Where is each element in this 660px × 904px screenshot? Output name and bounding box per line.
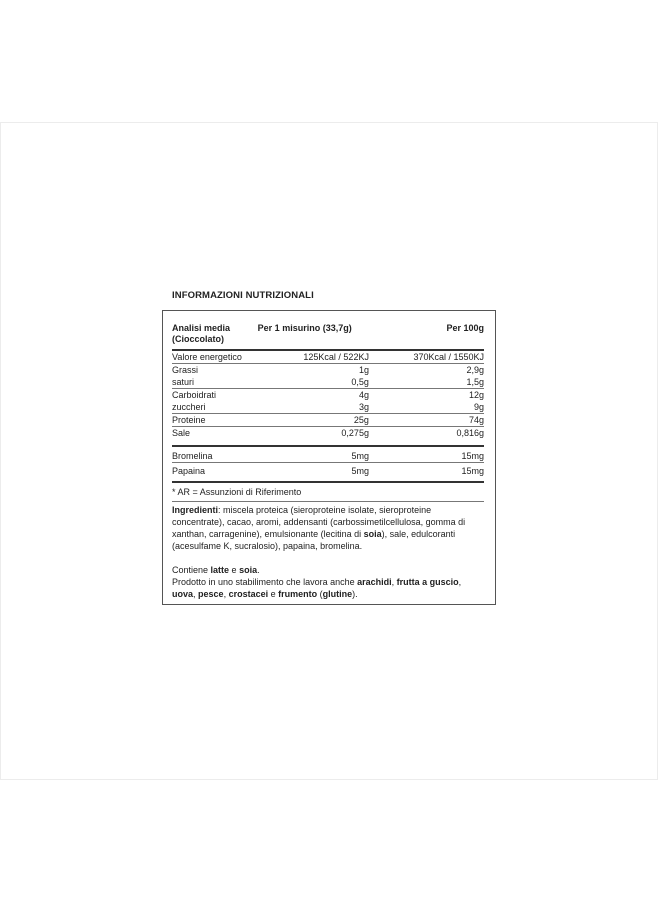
row-name: Proteine [172, 414, 258, 427]
row-per-dose: 5mg [258, 446, 373, 463]
row-per-dose: 3g [258, 401, 373, 414]
ingredients-text-2: ), sale, edulcoranti (acesulfame K, sucralosio), papaina, bromelina. [172, 529, 456, 551]
row-per-100g: 12g [468, 390, 484, 400]
section-title: INFORMAZIONI NUTRIZIONALI [172, 290, 314, 301]
row-per-dose: 0,5g [258, 376, 373, 389]
table-row [172, 427, 484, 447]
header-per-100g: Per 100g [373, 323, 484, 350]
allergen-soia-2: soia [239, 565, 258, 575]
row-per-100g: 1,5g [373, 376, 484, 389]
row-name: Sale [172, 427, 258, 447]
sep: , [391, 577, 397, 587]
row-name: Valore energetico [172, 350, 258, 364]
row-name: Carboidrati [172, 390, 217, 400]
table-row [172, 364, 484, 377]
contains-prefix: Contiene [172, 565, 211, 575]
ingredients-text-1: : miscela proteica (sieroproteine isolate, sieroproteine concentrate), cacao, aromi, addensanti (carbossimetilcellulosa, gomma di xanthan, carragenine), emulsionante (lecitina di [172, 505, 466, 539]
sep: , [458, 577, 462, 587]
row-per-dose: 5mg [258, 463, 373, 483]
allergen-soia: soia [363, 529, 382, 539]
contains-line [172, 564, 484, 576]
sep: ). [352, 589, 358, 599]
table-row [172, 463, 484, 483]
table-header-row [172, 323, 484, 350]
factory-line [172, 576, 484, 600]
row-name: Bromelina [172, 446, 258, 463]
nutrition-table [172, 323, 484, 483]
sep: , [193, 589, 199, 599]
table-row [172, 414, 484, 427]
header-per-dose: Per 1 misurino (33,7g) [258, 323, 373, 350]
row-per-dose: 125Kcal / 522KJ [258, 350, 373, 364]
row-per-100g: 370Kcal / 1550KJ [373, 350, 484, 364]
row-per-100g: 2,9g [466, 365, 484, 375]
allergen-uova: uova [172, 589, 194, 599]
table-row [172, 446, 484, 463]
row-per-dose: 1g [358, 365, 369, 375]
header-analysis-line1: Analisi media [172, 323, 231, 333]
ingredients-paragraph [172, 504, 484, 552]
row-per-100g: 74g [373, 414, 484, 427]
table-row [172, 401, 484, 414]
table-row [172, 376, 484, 389]
sep: e [268, 589, 279, 599]
allergen-glutine: glutine [322, 589, 353, 599]
sep: , [223, 589, 229, 599]
row-per-100g: 9g [373, 401, 484, 414]
allergen-frumento: frumento [278, 589, 318, 599]
spacer [172, 552, 484, 564]
allergen-latte: latte [210, 565, 230, 575]
row-per-100g: 0,816g [373, 427, 484, 447]
sep: ( [317, 589, 323, 599]
row-per-100g: 15mg [373, 463, 484, 483]
row-name: Papaina [172, 463, 258, 483]
factory-prefix: Prodotto in uno stabilimento che lavora anche [172, 577, 358, 587]
row-per-dose: 4g [358, 390, 369, 400]
contains-and: e [229, 565, 240, 575]
table-row [172, 389, 484, 402]
contains-end: . [257, 565, 260, 575]
header-analysis-line2: (Cioccolato) [172, 334, 225, 344]
header-analysis [172, 323, 258, 350]
allergen-pesce: pesce [198, 589, 224, 599]
row-per-100g: 15mg [373, 446, 484, 463]
table-row [172, 350, 484, 364]
ar-footnote: * AR = Assunzioni di Riferimento [172, 486, 484, 502]
allergen-crostacei: crostacei [228, 589, 269, 599]
row-per-dose: 25g [258, 414, 373, 427]
allergen-frutta-guscio: frutta a guscio [396, 577, 459, 587]
label-notes [172, 486, 484, 600]
ingredients-label: Ingredienti [172, 505, 219, 515]
row-name: saturi [172, 376, 258, 389]
allergen-arachidi: arachidi [357, 577, 392, 587]
row-per-dose: 0,275g [258, 427, 373, 447]
row-name: Grassi [172, 365, 199, 375]
row-name: zuccheri [172, 401, 258, 414]
